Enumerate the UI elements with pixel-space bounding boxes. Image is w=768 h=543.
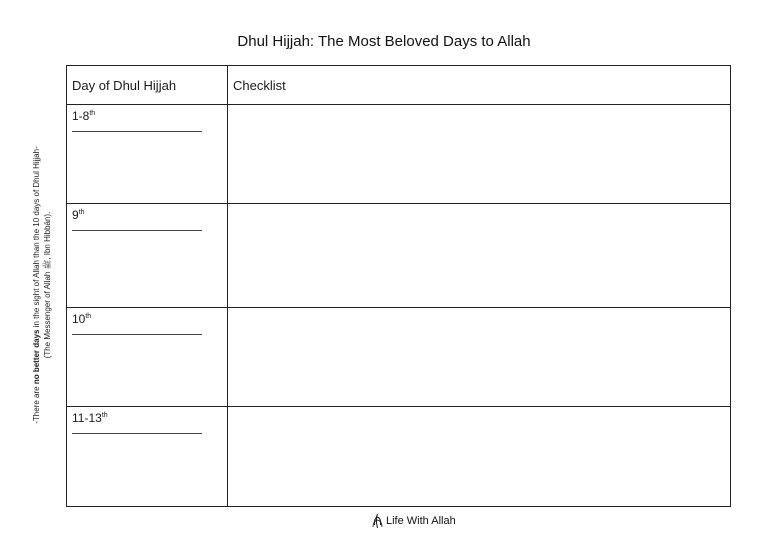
quote-prefix: -There are <box>32 384 41 424</box>
write-in-line[interactable] <box>72 131 202 132</box>
quote-emphasis: no better days <box>32 329 41 385</box>
day-number: 1-8 <box>72 109 90 123</box>
header-checklist: Checklist <box>228 66 731 105</box>
day-suffix: th <box>89 110 96 117</box>
checklist-table <box>66 65 731 507</box>
day-suffix: th <box>78 209 85 216</box>
day-cell <box>67 204 228 308</box>
page-title: Dhul Hijjah: The Most Beloved Days to Allah <box>237 33 531 50</box>
table-row <box>67 105 731 204</box>
day-label <box>67 204 227 222</box>
checklist-cell[interactable] <box>228 105 731 204</box>
day-number: 10 <box>72 312 86 326</box>
quote-source: (The Messenger of Allah ﷺ, Ibn Hibbān). <box>43 211 52 359</box>
side-quote <box>31 146 53 424</box>
header-day: Day of Dhul Hijjah <box>67 66 228 105</box>
day-number: 11-13 <box>72 411 102 425</box>
table-row <box>67 407 731 507</box>
checklist-cell[interactable] <box>228 308 731 407</box>
day-number: 9 <box>72 208 79 222</box>
day-label <box>67 105 227 123</box>
day-suffix: th <box>85 313 92 320</box>
checklist-cell[interactable] <box>228 204 731 308</box>
quote-rest: in the sight of Allah than the 10 days of Dhul Hijjah- <box>32 146 41 330</box>
day-suffix: th <box>101 412 108 419</box>
day-cell <box>67 105 228 204</box>
day-label <box>67 407 227 425</box>
quote-line <box>31 146 42 424</box>
brand-name: Life With Allah <box>386 515 456 527</box>
table-header-row <box>67 66 731 105</box>
day-cell <box>67 308 228 407</box>
day-label <box>67 308 227 326</box>
wheat-logo-icon <box>372 513 383 529</box>
table-row <box>67 204 731 308</box>
checklist-cell[interactable] <box>228 407 731 507</box>
day-cell <box>67 407 228 507</box>
write-in-line[interactable] <box>72 334 202 335</box>
write-in-line[interactable] <box>72 433 202 434</box>
table-row <box>67 308 731 407</box>
footer-brand <box>372 513 456 529</box>
write-in-line[interactable] <box>72 230 202 231</box>
